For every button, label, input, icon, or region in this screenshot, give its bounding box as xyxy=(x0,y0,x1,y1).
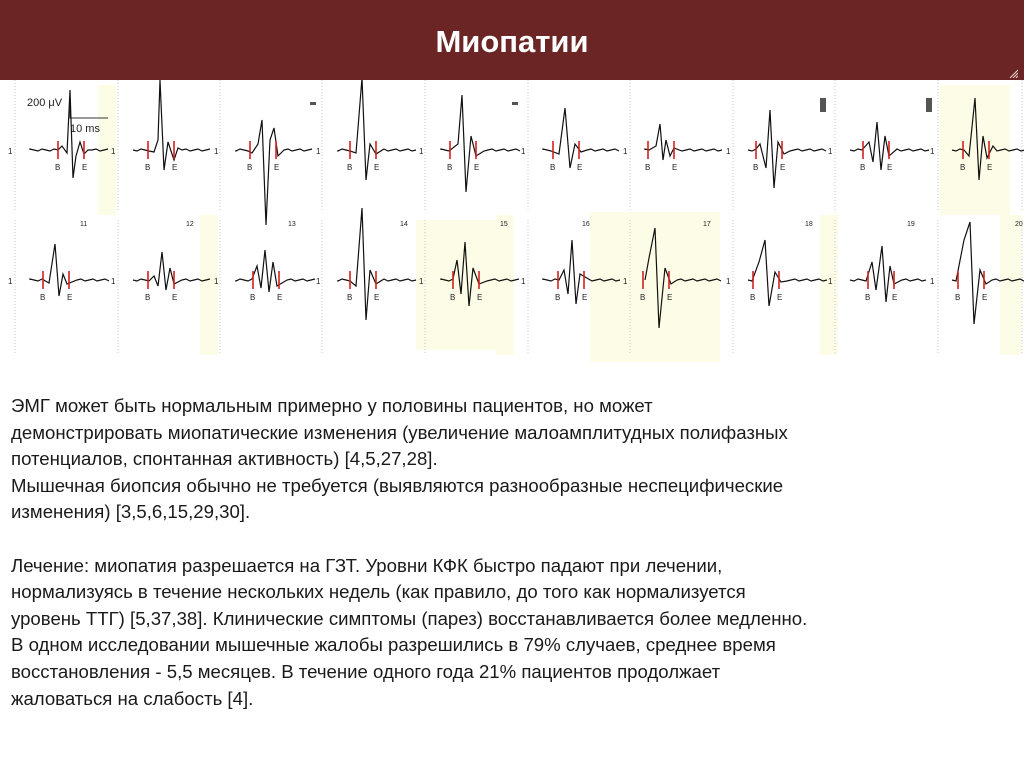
panel-number: 11 xyxy=(80,221,88,228)
end-label: E xyxy=(67,293,73,302)
channel-label: 1 xyxy=(930,277,935,286)
emg-potentials-figure xyxy=(0,80,1024,365)
end-label: E xyxy=(82,163,88,172)
end-label: E xyxy=(780,163,786,172)
text-line: нормализуясь в течение нескольких недель (как правило, до того как нормализуется xyxy=(11,581,746,603)
end-label: E xyxy=(172,163,178,172)
emg-trace xyxy=(748,110,826,188)
channel-label: 1 xyxy=(214,147,219,156)
panel-number: 19 xyxy=(907,221,915,228)
begin-label: B xyxy=(145,293,151,302)
begin-label: B xyxy=(960,163,966,172)
channel-label: 1 xyxy=(726,277,731,286)
end-label: E xyxy=(474,163,480,172)
text-line: демонстрировать миопатические изменения (увеличение малоамплитудных полифазных xyxy=(11,421,788,443)
channel-label: 1 xyxy=(316,147,321,156)
end-label: E xyxy=(892,293,898,302)
channel-label: 1 xyxy=(419,277,424,286)
begin-label: B xyxy=(145,163,151,172)
end-label: E xyxy=(374,293,380,302)
channel-label: 1 xyxy=(521,147,526,156)
channel-label: 1 xyxy=(8,277,13,286)
emg-trace xyxy=(236,250,315,292)
emg-trace xyxy=(543,108,619,168)
text-line: Лечение: миопатия разрешается на ГЗТ. Уровни КФК быстро падают при лечении, xyxy=(11,554,723,576)
channel-label: 1 xyxy=(828,147,833,156)
begin-label: B xyxy=(55,163,61,172)
begin-label: B xyxy=(860,163,866,172)
slide-title: Миопатии xyxy=(435,24,589,59)
begin-label: B xyxy=(865,293,871,302)
begin-label: B xyxy=(250,293,256,302)
scale-amplitude-label: 200 μV xyxy=(27,97,63,109)
begin-label: B xyxy=(645,163,651,172)
channel-label: 1 xyxy=(521,277,526,286)
scale-tick xyxy=(512,102,518,105)
begin-label: B xyxy=(753,163,759,172)
emg-trace xyxy=(850,246,926,302)
begin-label: B xyxy=(555,293,561,302)
text-line: ЭМГ может быть нормальным примерно у половины пациентов, но может xyxy=(11,395,653,416)
begin-label: B xyxy=(550,163,556,172)
end-label: E xyxy=(277,293,283,302)
text-line: жаловаться на слабость [4]. xyxy=(11,687,254,709)
channel-label: 1 xyxy=(419,147,424,156)
end-label: E xyxy=(274,163,280,172)
end-label: E xyxy=(987,163,993,172)
panel-number: 15 xyxy=(500,221,508,228)
panel-frame xyxy=(416,220,510,350)
panel-number: 17 xyxy=(703,221,711,228)
begin-label: B xyxy=(750,293,756,302)
begin-label: B xyxy=(640,293,646,302)
emg-trace xyxy=(133,80,210,170)
text-line: изменения) [3,5,6,15,29,30]. xyxy=(11,501,251,523)
text-line: потенциалов, спонтанная активность) [4,5,27,28]. xyxy=(11,448,438,470)
panel-number: 20 xyxy=(1015,221,1023,228)
channel-label: 1 xyxy=(8,147,13,156)
scale-tick xyxy=(310,102,316,105)
end-label: E xyxy=(777,293,783,302)
channel-label: 1 xyxy=(726,147,731,156)
begin-label: B xyxy=(40,293,46,302)
text-line: Мышечная биопсия обычно не требуется (выявляются разнообразные неспецифические xyxy=(11,474,784,496)
channel-label: 1 xyxy=(316,277,321,286)
end-label: E xyxy=(582,293,588,302)
end-label: E xyxy=(477,293,483,302)
begin-label: B xyxy=(955,293,961,302)
end-label: E xyxy=(672,163,678,172)
scale-time-label: 10 ms xyxy=(70,123,100,135)
end-label: E xyxy=(887,163,893,172)
channel-label: 1 xyxy=(111,277,116,286)
scale-tick xyxy=(820,98,826,112)
paragraph-treatment xyxy=(11,553,1016,713)
channel-label: 1 xyxy=(623,147,628,156)
emg-trace xyxy=(645,124,722,160)
paragraph-gap xyxy=(11,526,1016,553)
end-label: E xyxy=(577,163,583,172)
panel-number: 16 xyxy=(582,221,590,228)
begin-label: B xyxy=(450,293,456,302)
panel-number: 13 xyxy=(288,221,296,228)
panel-number: 12 xyxy=(186,221,194,228)
text-line: уровень ТТГ) [5,37,38]. Клинические симптомы (парез) восстанавливается более медленно. xyxy=(11,607,808,629)
paragraph-emg-biopsy xyxy=(11,393,1016,526)
end-label: E xyxy=(374,163,380,172)
channel-label: 1 xyxy=(214,277,219,286)
text-line: В одном исследовании мышечные жалобы разрешились в 79% случаев, среднее время xyxy=(11,634,776,656)
emg-trace xyxy=(748,240,827,306)
begin-label: B xyxy=(247,163,253,172)
resize-handle-icon xyxy=(1008,68,1018,78)
emg-trace xyxy=(133,252,210,290)
begin-label: B xyxy=(347,163,353,172)
emg-trace xyxy=(441,95,520,192)
panel-number: 18 xyxy=(805,221,813,228)
end-label: E xyxy=(172,293,178,302)
panel-number: 14 xyxy=(400,221,408,228)
channel-label: 1 xyxy=(623,277,628,286)
scale-tick xyxy=(926,98,932,112)
channel-label: 1 xyxy=(111,147,116,156)
channel-label: 1 xyxy=(828,277,833,286)
begin-label: B xyxy=(447,163,453,172)
channel-label: 1 xyxy=(930,147,935,156)
emg-trace xyxy=(236,120,312,225)
begin-label: B xyxy=(347,293,353,302)
panel-frame xyxy=(1000,215,1022,355)
text-line: восстановления - 5,5 месяцев. В течение одного года 21% пациентов продолжает xyxy=(11,660,721,682)
body-text xyxy=(11,393,1016,712)
end-label: E xyxy=(982,293,988,302)
end-label: E xyxy=(667,293,673,302)
